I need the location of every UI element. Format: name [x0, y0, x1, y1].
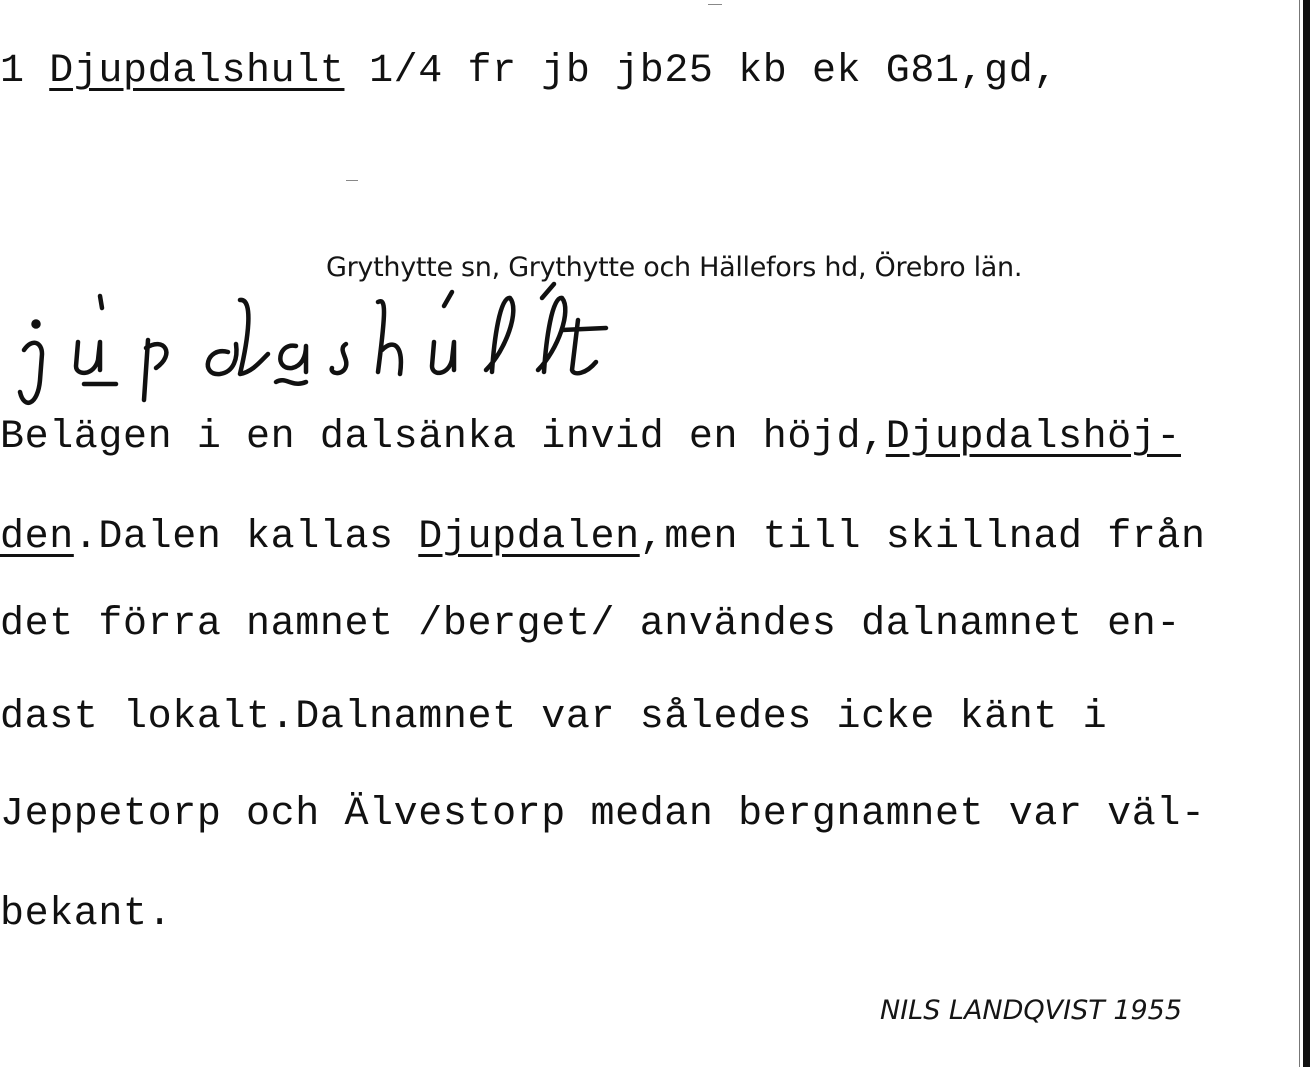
text-line-1 — [0, 415, 1181, 460]
text-segment: .Dalen kallas — [73, 515, 419, 560]
text-segment: dast lokalt.Dalnamnet var således icke känt i — [0, 695, 1108, 740]
card-header — [0, 49, 1058, 94]
author-signature: NILS LANDQVIST 1955 — [880, 995, 1183, 1026]
entry-number: 1 — [0, 49, 25, 94]
scan-speck — [708, 4, 722, 5]
card-edge-shadow — [1299, 0, 1300, 1067]
text-line-4 — [0, 695, 1108, 740]
underlined-name: den — [0, 515, 74, 560]
location-stamp: Grythytte sn, Grythytte och Hällefors hd, Örebro län. — [326, 252, 1023, 283]
text-line-6 — [0, 892, 173, 937]
header-details: 1/4 fr jb jb25 kb ek G81,gd, — [369, 49, 1058, 94]
text-segment: Belägen i en dalsänka invid en höjd, — [0, 415, 886, 460]
text-line-3 — [0, 602, 1181, 647]
text-line-5 — [0, 792, 1206, 837]
scan-speck — [346, 180, 358, 181]
text-segment: ,men till skillnad från — [639, 515, 1206, 560]
text-segment: Jeppetorp och Älvestorp medan bergnamnet var väl- — [0, 792, 1206, 837]
text-segment: bekant. — [0, 892, 173, 937]
underlined-name: Djupdalshöj- — [885, 415, 1181, 460]
underlined-name: Djupdalen — [418, 515, 640, 560]
card-right-edge — [1303, 0, 1310, 1067]
phonetic-transcription — [6, 280, 626, 420]
place-name: Djupdalshult — [49, 49, 345, 94]
text-segment: det förra namnet /berget/ användes dalnamnet en- — [0, 602, 1181, 647]
text-line-2 — [0, 515, 1206, 560]
